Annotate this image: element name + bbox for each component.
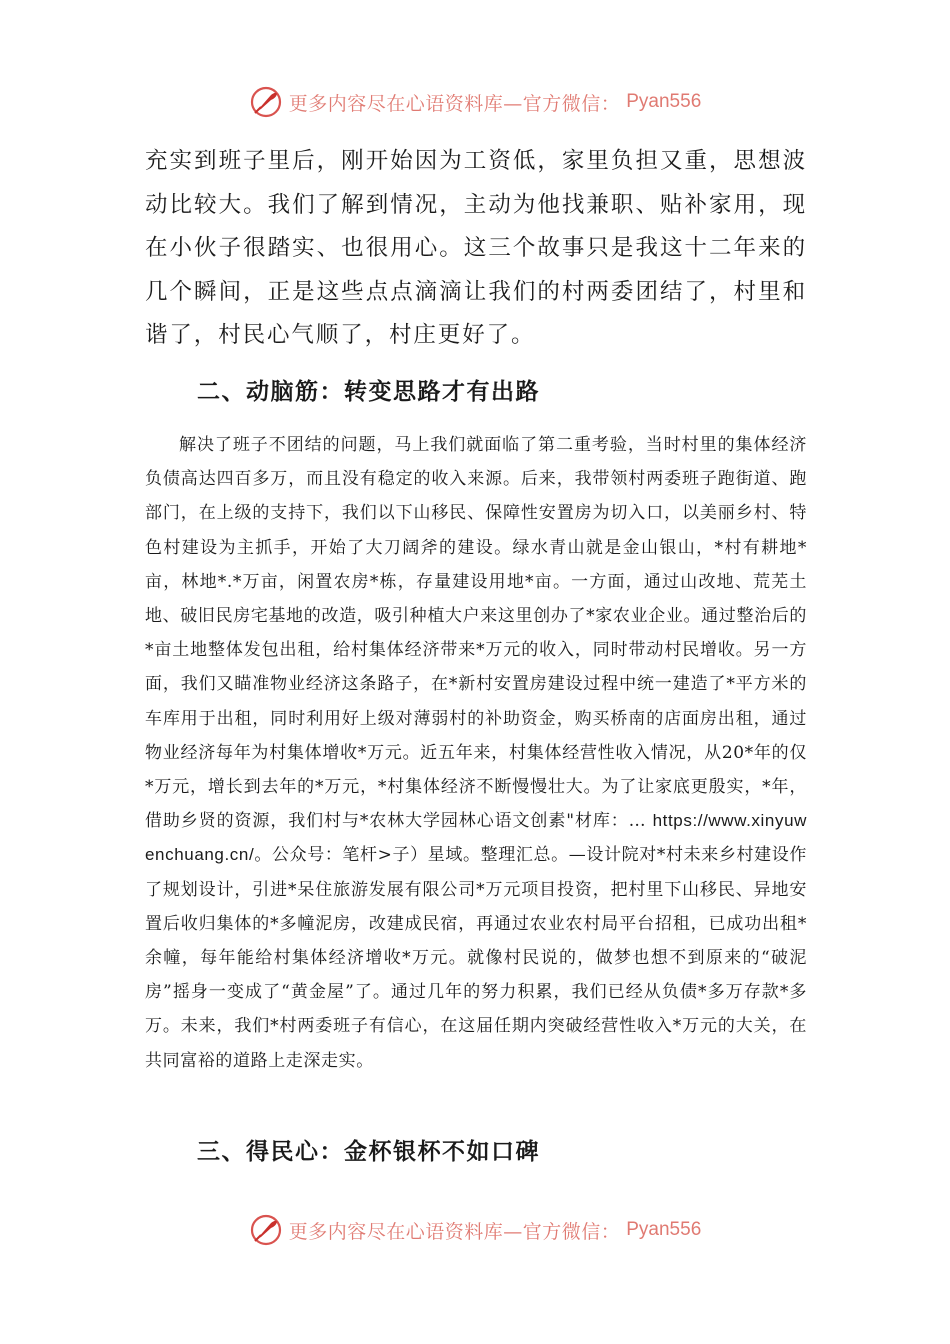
body-paragraph-1: 充实到班子里后，刚开始因为工资低，家里负担又重，思想波动比较大。我们了解到情况，主动为他找兼职、贴补家用，现在小伙子很踏实、也很用心。这三个故事只是我这十二年来的几个瞬间，正是这些点点滴滴让我们的村两委团结了，村里和谐了，村民心气顺了，村庄更好了。 — [145, 148, 807, 348]
feather-pen-logo-icon — [249, 85, 283, 119]
feather-pen-logo-icon — [249, 1213, 283, 1247]
section-heading-2: 二、动脑筋：转变思路才有出路 — [197, 379, 540, 405]
paragraph-2-text-a: 解决了班子不团结的问题，马上我们就面临了第二重考验，当时村里的集体经济负债高达四百多万，而且没有稳定的收入来源。后来，我带领村两委班子跑街道、跑部门，在上级的支持下，我们以下山移民、保障性安置房为切入口，以美丽乡村、特色村建设为主抓手，开始了大刀阔斧的建设。绿水青山就是金山银山，*村有耕地*亩，林地*.*万亩，闲置农房*栋，存量建设用地*亩。一方面，通过山改地、荒芜土地、破旧民房宅基地的改造，吸引种植大户来这里创办了*家农业企业。通过整治后的*亩土地整体发包出租，给村集体经济带来*万元的收入，同时带动村民增收。另一方面，我们又瞄准物业经济这条路子，在*新村安置房建设过程中统一建造了*平方米的车库用于出租，同时利用好上级对薄弱村的补助资金，购买桥南的店面房出租，通过物业经济每年为村集体增收*万元。近五年来，村集体经营性收入情况，从20*年的仅*万元，增长到去年的*万元，*村集体经济不断慢慢壮大。为了让家底更殷实，*年，借助乡贤的资源，我们村与*农林大学园林心语文创素"材库：… — [145, 435, 807, 832]
watermark-wechat-id: Pyan556 — [626, 91, 702, 112]
section-heading-3: 三、得民心：金杯银杯不如口碑 — [197, 1139, 540, 1165]
paragraph-2-text-b: 。公众号：笔杆>子）星域。整理汇总。—设计院对*村未来乡村建设作了规划设计，引进*呆住旅游发展有限公司*万元项目投资，把村里下山移民、异地安置后收归集体的*多幢泥房，改建成民宿，再通过农业农村局平台招租，已成功出租*余幢，每年能给村集体经济增收*万元。就像村民说的，做梦也想不到原来的“破泥房”摇身一变成了“黄金屋”了。通过几年的努力积累，我们已经从负债*多万存款*多万。未来，我们*村两委班子有信心，在这届任期内突破经营性收入*万元的大关，在共同富裕的道路上走深走实。 — [145, 845, 807, 1071]
watermark-text: 更多内容尽在心语资料库—官方微信： — [288, 1220, 621, 1243]
body-paragraph-2 — [145, 428, 807, 1078]
header-watermark — [0, 82, 950, 122]
footer-watermark — [0, 1210, 950, 1250]
source-url-link[interactable]: https://www.xinyuwenchuang.cn/ — [145, 811, 807, 865]
watermark-wechat-id: Pyan556 — [626, 1219, 702, 1240]
watermark-text: 更多内容尽在心语资料库—官方微信： — [288, 92, 621, 115]
